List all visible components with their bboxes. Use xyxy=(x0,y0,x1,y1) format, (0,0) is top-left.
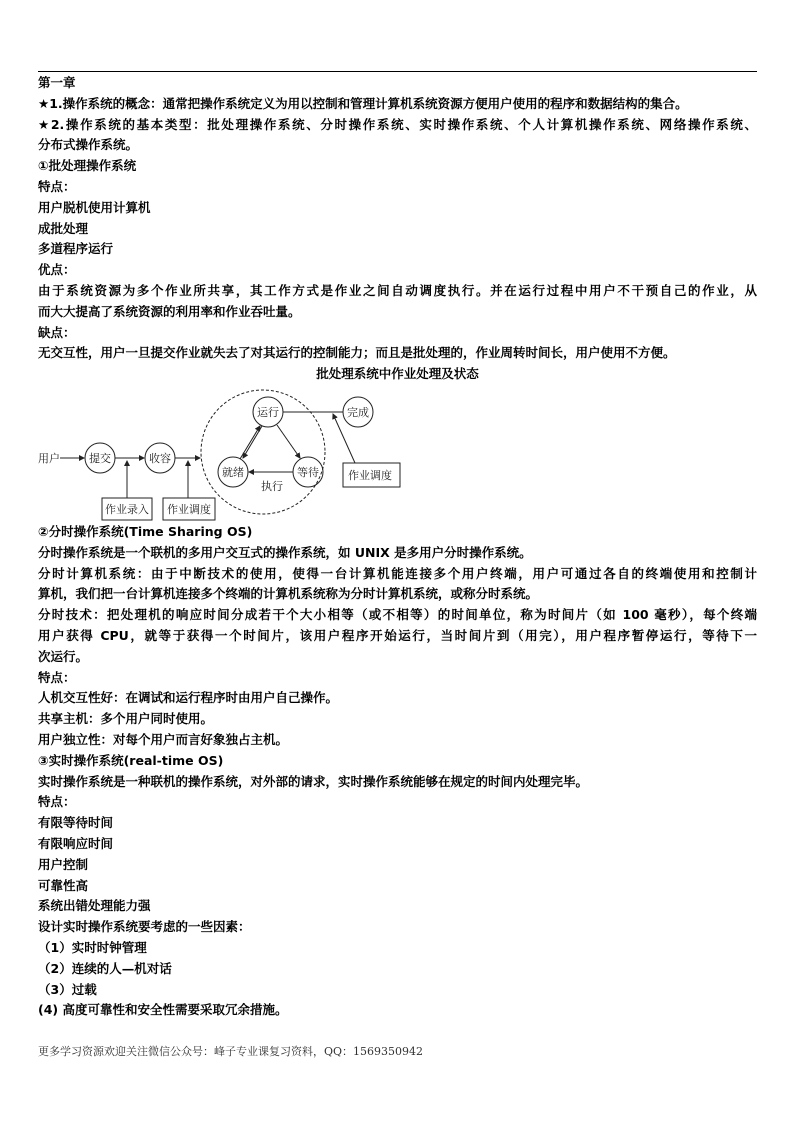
text-line: 用户独立性：对每个用户而言好象独占主机。 xyxy=(38,731,289,747)
footer: 更多学习资源欢迎关注微信公众号：峰子专业课复习资料，QQ：1569350942 xyxy=(38,1045,424,1058)
text-line: 批处理系统中作业处理及状态 xyxy=(316,366,479,382)
job-sched-label: 作业调度 xyxy=(167,503,211,516)
text-line: 特点： xyxy=(38,794,76,810)
text-line: 分时技术：把处理机的响应时间分成若干个大小相等（或不相等）的时间单位，称为时间片（如 100 毫秒），每个终端 xyxy=(38,607,757,623)
text-line: 分布式操作系统。 xyxy=(38,137,139,153)
text-line: 共享主机：多个用户同时使用。 xyxy=(38,711,214,727)
text-line: 多道程序运行 xyxy=(38,241,114,257)
text-line: 用户获得 CPU，就等于获得一个时间片，该用户程序开始运行，当时间片到（用完），用户程序暂停运行，等待下一 xyxy=(38,627,757,643)
text-line: 人机交互性好：在调试和运行程序时由用户自己操作。 xyxy=(38,690,339,706)
text-line: 第一章 xyxy=(38,75,76,90)
job-input-label: 作业录入 xyxy=(105,503,149,516)
text-line: 由于系统资源为多个作业所共享，其工作方式是作业之间自动调度执行。并在运行过程中用户不干预自己的作业，从 xyxy=(38,282,757,298)
text-line: 可靠性高 xyxy=(38,877,89,893)
text-line: 成批处理 xyxy=(38,220,89,236)
text-line: ③实时操作系统(real-time OS) xyxy=(38,752,224,768)
text-line: 系统出错处理能力强 xyxy=(38,898,151,914)
submit-label: 提交 xyxy=(89,452,111,465)
wait-label: 等待 xyxy=(297,466,319,479)
text-line: 算机，我们把一台计算机连接多个终端的计算机系统称为分时计算机系统，或称分时系统。 xyxy=(38,586,539,602)
header-rule xyxy=(38,71,757,72)
text-line: 无交互性，用户一旦提交作业就失去了对其运行的控制能力；而且是批处理的，作业周转时间长，用户使用不方便。 xyxy=(38,345,676,361)
text-line: ②分时操作系统(Time Sharing OS) xyxy=(38,524,253,539)
text-line: 用户脱机使用计算机 xyxy=(38,199,151,215)
text-line: ★2.操作系统的基本类型：批处理操作系统、分时操作系统、实时操作系统、个人计算机操作系统、网络操作系统、 xyxy=(38,116,757,132)
text-line: （1）实时时钟管理 xyxy=(38,939,147,955)
text-line: 缺点： xyxy=(38,324,76,340)
run-label: 运行 xyxy=(257,406,279,419)
batch-state-diagram xyxy=(30,380,450,525)
hold-label: 收容 xyxy=(149,452,171,465)
text-line: ★1.操作系统的概念：通常把操作系统定义为用以控制和管理计算机系统资源方便用户使用的程序和数据结构的集合。 xyxy=(38,95,688,111)
text-line: （3）过载 xyxy=(38,981,97,997)
bottom-text xyxy=(38,522,757,1021)
done-label: 完成 xyxy=(347,406,369,419)
text-line: ①批处理操作系统 xyxy=(38,158,137,174)
text-line: 特点： xyxy=(38,669,76,685)
text-line: 特点： xyxy=(38,178,76,194)
exec-label: 执行 xyxy=(261,480,283,493)
text-line: 用户控制 xyxy=(38,856,89,872)
text-line: 有限响应时间 xyxy=(38,835,114,851)
text-line: 次运行。 xyxy=(38,648,89,664)
text-line: 实时操作系统是一种联机的操作系统，对外部的请求，实时操作系统能够在规定的时间内处理完毕。 xyxy=(38,773,589,789)
job-sched-label-2: 作业调度 xyxy=(348,469,392,482)
text-line: （2）连续的人—机对话 xyxy=(38,960,172,976)
top-text xyxy=(38,73,757,385)
text-line: (4) 高度可靠性和安全性需要采取冗余措施。 xyxy=(38,1002,288,1018)
text-line: 而大大提高了系统资源的利用率和作业吞吐量。 xyxy=(38,303,301,319)
text-line: 优点： xyxy=(38,262,76,278)
user-label: 用户 xyxy=(38,452,60,465)
text-line: 有限等待时间 xyxy=(38,815,114,831)
text-line: 设计实时操作系统要考虑的一些因素： xyxy=(38,919,251,935)
ready-label: 就绪 xyxy=(222,466,244,479)
text-line: 分时操作系统是一个联机的多用户交互式的操作系统，如 UNIX 是多用户分时操作系统。 xyxy=(38,544,532,560)
text-line: 分时计算机系统：由于中断技术的使用，使得一台计算机能连接多个用户终端，用户可通过各自的终端使用和控制计 xyxy=(38,565,757,581)
